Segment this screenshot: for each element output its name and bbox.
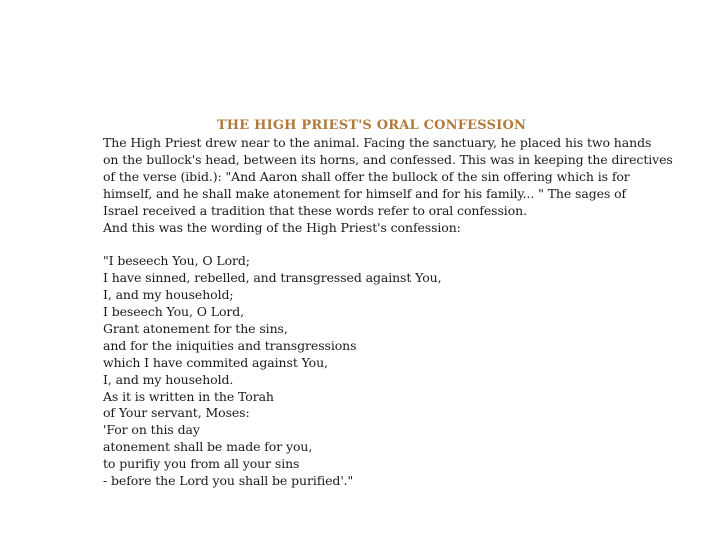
confession-line: which I have commited against You, (103, 354, 328, 370)
confession-line: Grant atonement for the sins, (103, 320, 288, 336)
confession-line: I beseech You, O Lord, (103, 304, 245, 320)
confession-line: I have sinned, rebelled, and transgressed against You, (103, 270, 442, 286)
intro-line: on the bullock's head, between its horns, and confessed. This was in keeping the directives (103, 151, 673, 167)
confession-line: I, and my household; (103, 287, 234, 303)
confession-line: to purifiy you from all your sins (103, 456, 300, 472)
intro-line: Israel received a tradition that these words refer to oral confession. (103, 202, 527, 218)
confession-line: As it is written in the Torah (103, 388, 274, 404)
intro-line: himself, and he shall make atonement for himself and for his family... " The sages of (103, 185, 627, 201)
confession-line: I, and my household. (103, 371, 234, 387)
intro-line: of the verse (ibid.): "And Aaron shall offer the bullock of the sin offering which is for (103, 168, 630, 184)
confession-line: and for the iniquities and transgressions (103, 337, 357, 353)
page-title: THE HIGH PRIEST'S ORAL CONFESSION (216, 118, 527, 133)
paragraph-spacer (103, 236, 703, 253)
confession-line: atonement shall be made for you, (103, 439, 313, 455)
confession-line: 'For on this day (103, 422, 200, 438)
intro-line: And this was the wording of the High Priest's confession: (103, 219, 461, 235)
confession-line: "I beseech You, O Lord; (103, 253, 250, 269)
intro-line: The High Priest drew near to the animal. Facing the sanctuary, he placed his two hands (103, 135, 652, 150)
confession-line: of Your servant, Moses: (103, 405, 250, 421)
confession-line: - before the Lord you shall be purified'." (103, 473, 354, 489)
body-text (103, 135, 703, 490)
